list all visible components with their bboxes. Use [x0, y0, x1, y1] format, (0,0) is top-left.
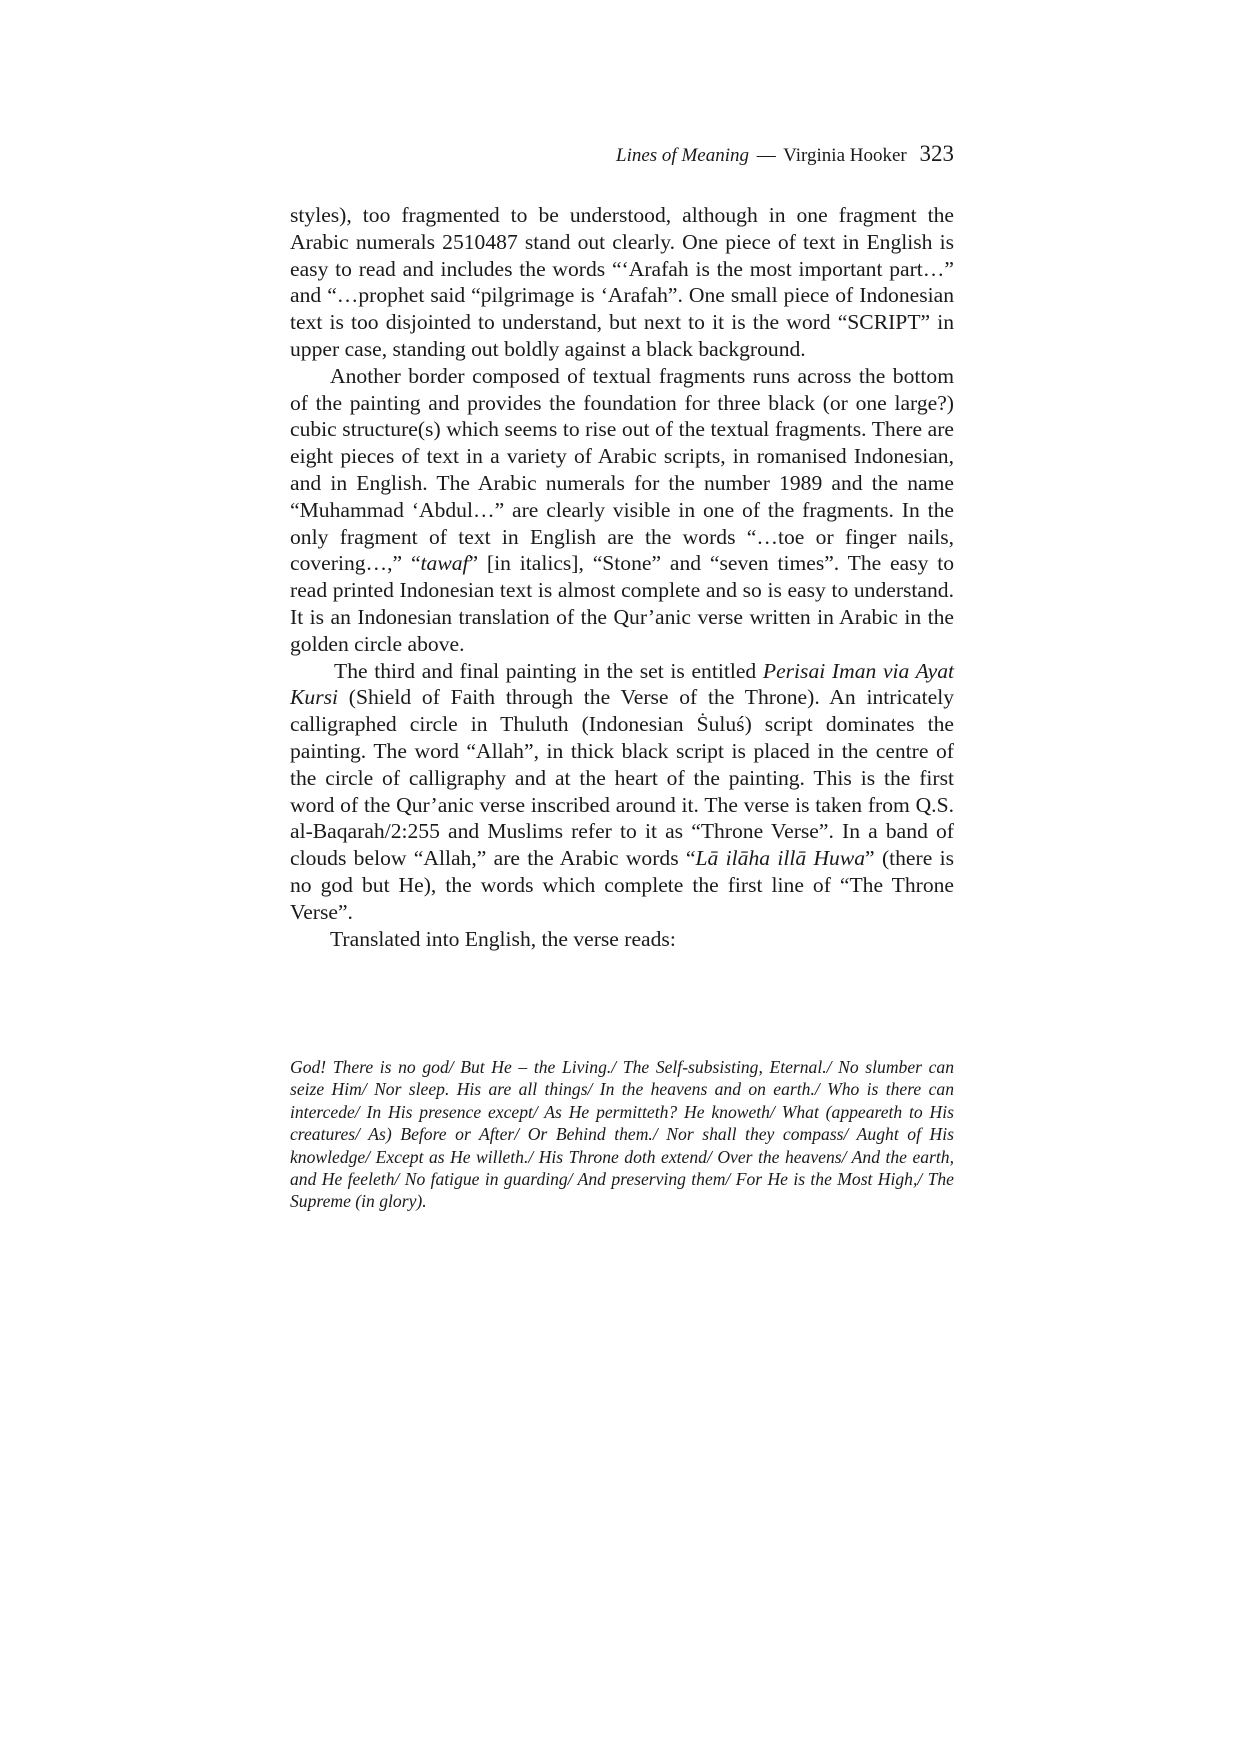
block-quote	[290, 1056, 954, 1213]
painting-title: Perisai Iman via Ayat Kursi	[290, 658, 955, 710]
paragraph-1: styles), too fragmented to be understood, although in one fragment the Arabic numerals 2510487 stand out clearly. One piece of text in English is easy to read and includes the words “‘Arafah is the most important part…” and “…prophet said “pilgrimage is ‘Arafah”. One small piece of Indonesian text is too disjointed to understand, but next to it is the word “SCRIPT” in upper case, standing out boldly against a black background.	[290, 203, 954, 361]
paragraph-2-text: Another border composed of textual fragments runs across the bottom of the painting and provides the foundation for three black (or one large?) cubic structure(s) which seems to rise out of the textual fragments. There are eight pieces of text in a variety of Arabic scripts, in romanised Indonesian, and in English. The Arabic numerals for the number 1989 and the name “Muhammad ‘Abdul…” are clearly visible in one of the fragments. In the only fragment of text in English are the words “…toe or finger nails, covering…,” “	[290, 363, 954, 576]
paragraph-2	[290, 363, 954, 658]
page-number: 323	[919, 141, 954, 166]
paragraph-3	[290, 658, 954, 926]
header-dash: —	[756, 145, 776, 166]
throne-verse-translation: God! There is no god/ But He – the Living./ The Self-subsisting, Eternal./ No slumber can seize Him/ Nor sleep. His are all things/ In the heavens and on earth./ Who is there can intercede/ In His presence except/ As He permitteth? He knoweth/ What (appeareth to His creatures/ As) Before or After/ Or Behind them./ Nor shall they compass/ Aught of His knowledge/ Except as He willeth./ His Throne doth extend/ Over the heavens/ And the earth, and He feeleth/ No fatigue in guarding/ And preserving them/ For He is the Most High,/ The Supreme (in glory).	[290, 1057, 954, 1212]
body-text	[290, 202, 954, 952]
paragraph-3-end: ” (there is no god but He), the words which complete the first line of “The Throne Verse”.	[290, 846, 954, 924]
paragraph-4: Translated into English, the verse reads:	[330, 926, 676, 951]
running-title: Lines of Meaning	[616, 145, 749, 166]
paragraph-3-start: The third and final painting in the set is entitled	[334, 658, 763, 683]
paragraph-2-italic: tawaf	[420, 551, 469, 576]
running-author: Virginia Hooker	[783, 145, 907, 166]
running-header	[290, 140, 954, 170]
paragraph-2-tail: ” [in italics], “Stone” and “seven times”. The easy to read printed Indonesian text is almost complete and so is easy to understand. It is an Indonesian translation of the Qur’anic verse written in Arabic in the golden circle above.	[290, 551, 954, 656]
arabic-phrase: Lā ilāha illā Huwa	[695, 846, 866, 871]
paragraph-3-mid: (Shield of Faith through the Verse of the Throne). An intricately calligraphed circle in Thuluth (Indonesian Ṡuluś) script dominates the painting. The word “Allah”, in thick black script is placed in the centre of the circle of calligraphy and at the heart of the painting. This is the first word of the Qur’anic verse inscribed around it. The verse is taken from Q.S. al-Baqarah/2:255 and Muslims refer to it as “Throne Verse”. In a band of clouds below “Allah,” are the Arabic words “	[290, 685, 954, 871]
